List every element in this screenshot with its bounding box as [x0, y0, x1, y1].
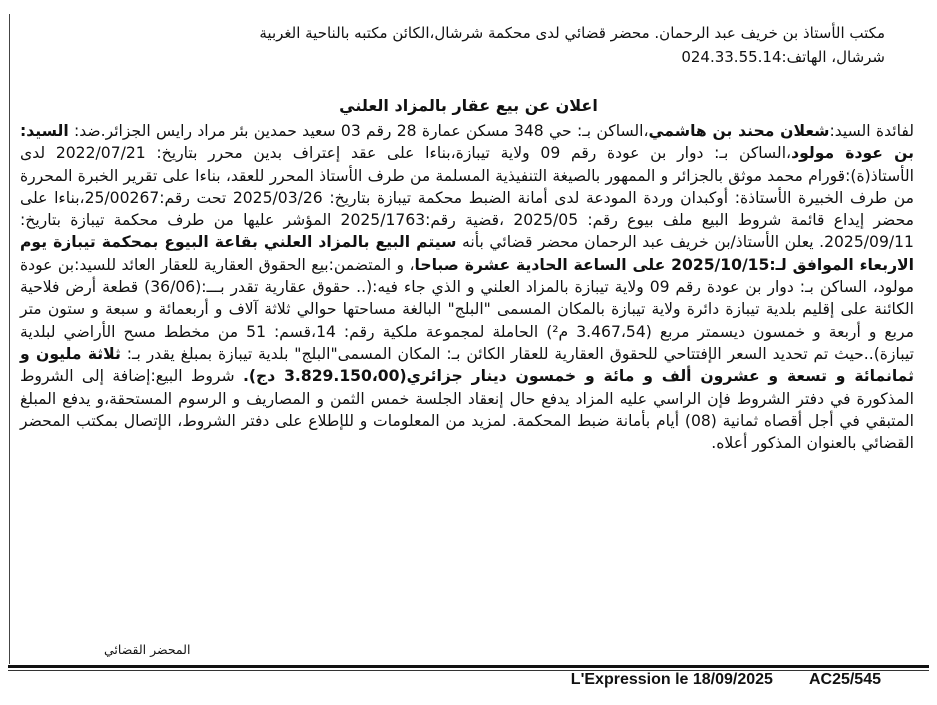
notice-title: اعلان عن بيع عقار بالمزاد العلني — [339, 96, 598, 115]
case-details: ،الساكن بـ: دوار بن عودة رقم 09 ولاية تيبازة،بناءا على عقد إعتراف بدين محرر بتاريخ: 2022/07/21 لدى الأستاذ(ة):قورام محمد موثق بالجزائر و الممهور بالصيغة التنفيذية المسلمة من طرف الأستاذ المحرر للعقد، بناءا على تقرير الخبرة المحررة من طرف الخبيرة الأستاذة: أوكبدان وردة المودعة لدى أمانة الضبط محكمة تيبازة بتاريخ: 2025/03/26 تحت رقم:25/00267،بناءا على محضر إيداع قائمة شروط البيع ملف بيوع رقم: 2025/05 ،قضية رقم:2025/1763 المؤشر عليها من طرف محكمة تيبازة بتاريخ: 2025/09/11. يعلن الأستاذ/بن خريف عبد الرحمان محضر قضائي بأنه — [20, 144, 915, 252]
publication-reference: AC25/545 — [808, 671, 881, 688]
notice-body — [20, 120, 914, 454]
beneficiary-label: لفائدة السيد: — [829, 122, 915, 140]
beneficiary-address: ،الساكن بـ: حي 348 مسكن عمارة 28 رقم 03 سعيد حمدين بئر مراد رايس الجزائر.ضد: — [68, 122, 649, 140]
footer-divider — [8, 665, 929, 668]
debtor-name: السيد: بن عودة مولود — [20, 122, 914, 163]
auction-date: سيتم البيع بالمزاد العلني بقاعة البيوع بمحكمة تيبازة يوم الاربعاء الموافق لـ:2025/10/15 على الساعة الحادية عشرة صباحا — [20, 233, 915, 274]
publication-source: L'Expression le 18/09/2025 — [570, 671, 773, 688]
header-phone-line: شرشال، الهاتف:024.33.55.14 — [681, 48, 885, 66]
publication-footer — [571, 671, 881, 689]
header-office-line: مكتب الأستاذ بن خريف عبد الرحمان. محضر قضائي لدى محكمة شرشال،الكائن مكتبه بالناحية الغربية — [259, 24, 885, 42]
beneficiary-name: شعلان محند بن هاشمي — [648, 122, 830, 140]
opening-price: ثلاثة مليون و ثمانمائة و تسعة و عشرون ألف و مائة و خمسون دينار جزائري(3.829.150،00 دج). — [20, 344, 914, 386]
sale-conditions: شروط البيع:إضافة إلى الشروط المذكورة في دفتر الشروط فإن الراسي عليه المزاد يدفع حال إنعقاد الجلسة خمس الثمن و المصاريف و الرسوم المستحقة،و يدفع المبلغ المتبقي في أجل أقصاه ثمانية (08) أيام بأمانة ضبط المحكمة. لمزيد من المعلومات و للإطلاع على دفتر الشروط، الإتصال بمكتب المحضر القضائي بالعنوان المذكور أعلاه. — [20, 367, 914, 453]
bailiff-signature: المحضر القضائي — [104, 642, 191, 657]
property-description: ، و المتضمن:بيع الحقوق العقارية للعقار العائد للسيد:بن عودة مولود، الساكن بـ: دوار بن عودة رقم 09 ولاية تيبازة بالمزاد العلني و الذي جاء فيه:(.. حقوق عقارية تقدر بـــ:(36/06) قطعة أرض فلاحية الكائنة على إقليم بلدية تيبازة دائرة ولاية تيبازة بالمكان المسمى "البلج" البالغة مساحتها حوالي ثلاثة آلاف و أربعمائة و سبعة و ستون متر مربع و أربعة و خمسون ديسمتر مربع (3.467،54 م²) الحاملة لمجموعة ملكية رقم: 14،قسم: 51 من مخطط مسح الأراضي لبلدية تيبازة)..حيث تم تحديد السعر الإفتتاحي للحقوق العقارية للعقار الكائن بـ: المكان المسمى"البلج" بلدية تيبازة بمبلغ يقدر بـ: — [20, 255, 915, 363]
